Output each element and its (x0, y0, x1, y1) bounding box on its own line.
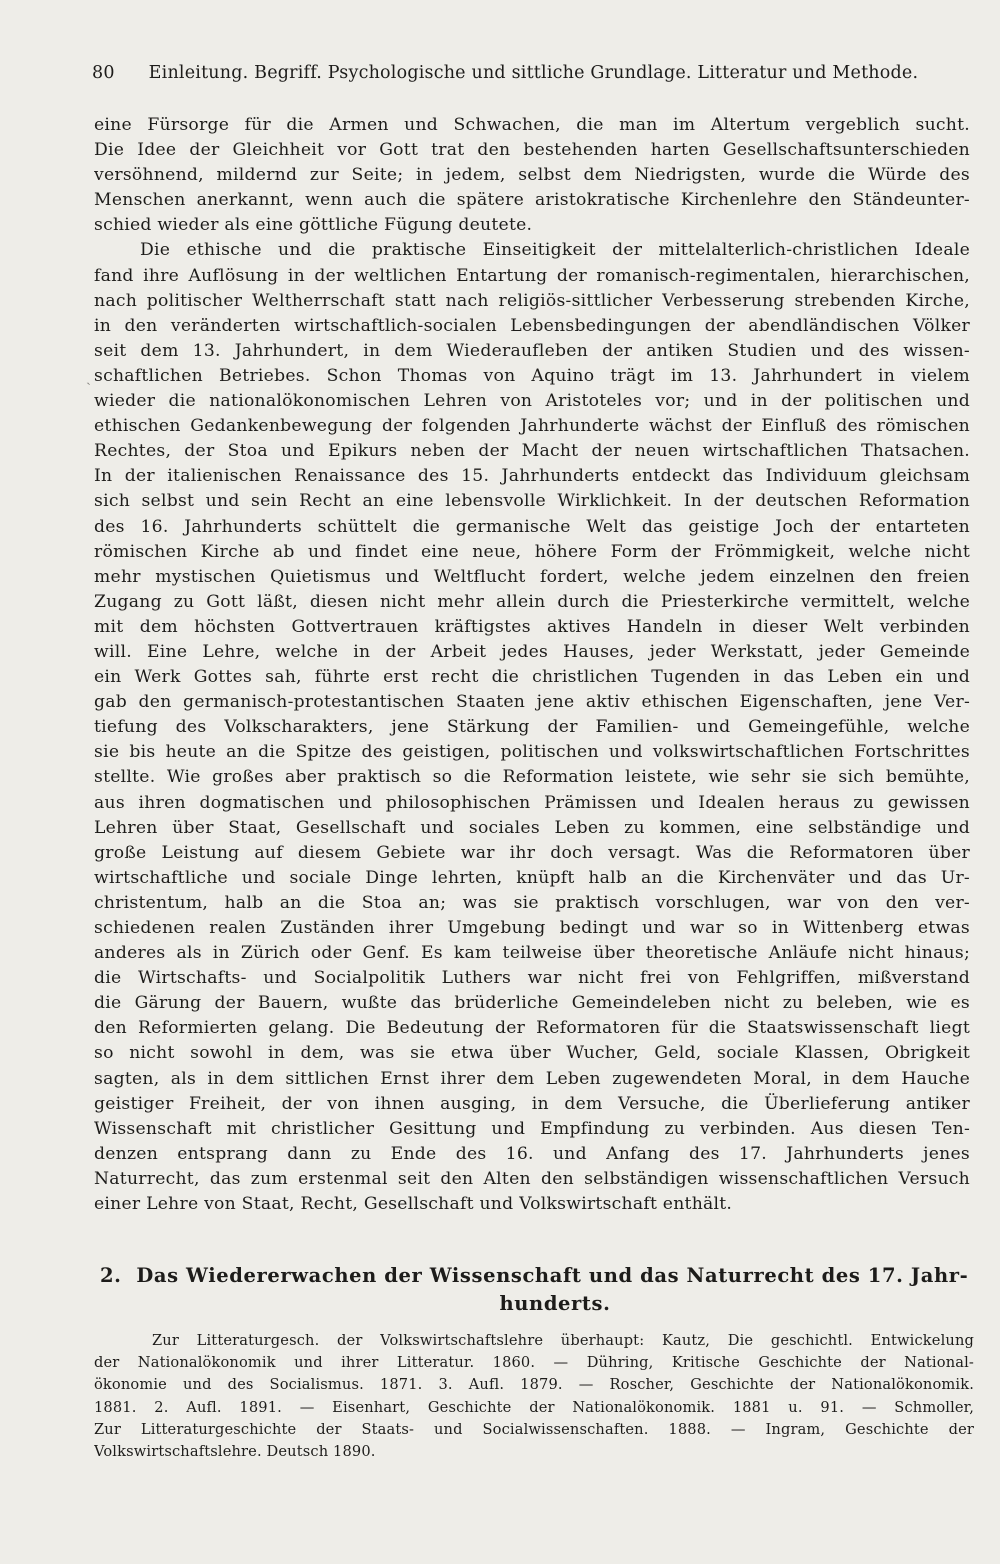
text-line: Die Idee der Gleichheit vor Gott trat den bestehenden harten Gesellschaftsunterschieden (94, 140, 970, 161)
text-line: des 16. Jahrhunderts schüttelt die germanische Welt das geistige Joch der entarteten (94, 516, 970, 537)
text-line: In der italienischen Renaissance des 15. Jahrhunderts entdeckt das Individuum gleichsam (94, 466, 970, 487)
section-heading-line (100, 1262, 970, 1290)
text-line: christentum, halb an die Stoa an; was sie praktisch vorschlugen, war von den ver- (94, 892, 970, 913)
section-heading (100, 1262, 970, 1318)
literature-line: Zur Litteraturgeschichte der Staats- und Socialwissenschaften. 1888. — Ingram, Geschichte der (94, 1420, 974, 1438)
section-title-line1: Das Wiedererwachen der Wissenschaft und das Naturrecht des 17. Jahr- (136, 1264, 969, 1287)
text-line: große Leistung auf diesem Gebiete war ihr doch versagt. Was die Reformatoren über (94, 842, 970, 863)
text-line: schied wieder als eine göttliche Fügung deutete. (94, 215, 533, 236)
running-header (92, 58, 922, 88)
text-line: Wissenschaft mit christlicher Gesittung und Empfindung zu verbinden. Aus diesen Ten- (94, 1118, 970, 1139)
section-number: 2. (100, 1264, 122, 1287)
body-text (94, 113, 970, 1217)
text-line: nach politischer Weltherrschaft statt nach religiös-sittlicher Verbesserung strebenden Kirche, (94, 290, 970, 311)
literature-line: der Nationalökonomik und ihrer Litteratur. 1860. — Dühring, Kritische Geschichte der National- (94, 1354, 974, 1372)
text-line: einer Lehre von Staat, Recht, Gesellschaft und Volkswirtschaft enthält. (94, 1194, 733, 1215)
text-line: sagten, als in dem sittlichen Ernst ihrer dem Leben zugewendeten Moral, in dem Hauche (94, 1068, 970, 1089)
text-line: sich selbst und sein Recht an eine lebensvolle Wirklichkeit. In der deutschen Reformation (94, 491, 970, 512)
page-number: 80 (92, 63, 115, 83)
text-line: in den veränderten wirtschaftlich-socialen Lebensbedingungen der abendländischen Völker (94, 315, 970, 336)
literature-note (94, 1330, 974, 1463)
literature-line: ökonomie und des Socialismus. 1871. 3. Aufl. 1879. — Roscher, Geschichte der Nationalökonomik. (94, 1376, 974, 1394)
text-line: wieder die nationalökonomischen Lehren von Aristoteles vor; und in der politischen und (94, 391, 970, 412)
text-line: tiefung des Volkscharakters, jene Stärkung der Familien- und Gemeingefühle, welche (94, 717, 970, 738)
text-line: stellte. Wie großes aber praktisch so die Reformation leistete, wie sehr sie sich bemühte, (94, 767, 970, 788)
text-line: versöhnend, mildernd zur Seite; in jedem, selbst dem Niedrigsten, wurde die Würde des (94, 165, 970, 186)
literature-line: Volkswirtschaftslehre. Deutsch 1890. (94, 1442, 376, 1460)
literature-line: Zur Litteraturgesch. der Volkswirtschaftslehre überhaupt: Kautz, Die geschichtl. Entwickelung (152, 1332, 974, 1349)
text-line: Die ethische und die praktische Einseitigkeit der mittelalterlich-christlichen Ideale (140, 240, 970, 261)
text-line: sie bis heute an die Spitze des geistigen, politischen und volkswirtschaftlichen Fortschrittes (94, 742, 970, 763)
text-line: schaftlichen Betriebes. Schon Thomas von Aquino trägt im 13. Jahrhundert in vielem (94, 365, 970, 386)
text-line: fand ihre Auflösung in der weltlichen Entartung der romanisch-regimentalen, hierarchischen, (94, 265, 970, 286)
text-line: die Wirtschafts- und Socialpolitik Luthers war nicht frei von Fehlgriffen, mißverstand (94, 968, 970, 989)
text-line: ethischen Gedankenbewegung der folgenden Jahrhunderte wächst der Einfluß des römischen (94, 416, 970, 437)
text-line: schiedenen realen Zuständen ihrer Umgebung bedingt und war so in Wittenberg etwas (94, 918, 970, 938)
text-line: will. Eine Lehre, welche in der Arbeit jedes Hauses, jeder Werkstatt, jeder Gemeinde (94, 641, 970, 662)
text-line: römischen Kirche ab und findet eine neue, höhere Form der Frömmigkeit, welche nicht (94, 541, 970, 562)
text-line: Menschen anerkannt, wenn auch die spätere aristokratische Kirchenlehre den Ständeunter- (94, 190, 970, 211)
text-line: Zugang zu Gott läßt, diesen nicht mehr allein durch die Priesterkirche vermittelt, welche (94, 591, 970, 612)
text-line: aus ihren dogmatischen und philosophischen Prämissen und Idealen heraus zu gewissen (94, 792, 970, 813)
running-title: Einleitung. Begriff. Psychologische und sittliche Grundlage. Litteratur und Methode. (148, 63, 919, 83)
text-line: seit dem 13. Jahrhundert, in dem Wiederaufleben der antiken Studien und des wissen- (94, 340, 970, 361)
text-line: mit dem höchsten Gottvertrauen kräftigstes aktives Handeln in dieser Welt verbinden (94, 616, 970, 637)
literature-line: 1881. 2. Aufl. 1891. — Eisenhart, Geschichte der Nationalökonomik. 1881 u. 91. — Schmoller, (94, 1398, 974, 1416)
text-line: Rechtes, der Stoa und Epikurs neben der Macht der neuen wirtschaftlichen Thatsachen. (94, 441, 970, 462)
text-line: gab den germanisch-protestantischen Staaten jene aktiv ethischen Eigenschaften, jene Ver- (94, 692, 970, 713)
text-line: die Gärung der Bauern, wußte das brüderliche Gemeindeleben nicht zu beleben, wie es (94, 993, 970, 1014)
text-line: eine Fürsorge für die Armen und Schwachen, die man im Altertum vergeblich sucht. (94, 115, 970, 135)
text-line: anderes als in Zürich oder Genf. Es kam teilweise über theoretische Anläufe nicht hinaus; (94, 943, 970, 964)
text-line: den Reformierten gelang. Die Bedeutung der Reformatoren für die Staatswissenschaft liegt (94, 1018, 970, 1039)
text-line: mehr mystischen Quietismus und Weltflucht fordert, welche jedem einzelnen den freien (94, 566, 970, 587)
text-line: so nicht sowohl in dem, was sie etwa über Wucher, Geld, sociale Klassen, Obrigkeit (94, 1043, 970, 1064)
text-line: Naturrecht, das zum erstenmal seit den Alten den selbständigen wissenschaftlichen Versuch (94, 1168, 970, 1189)
text-line: ein Werk Gottes sah, führte erst recht die christlichen Tugenden in das Leben ein und (94, 667, 970, 688)
text-line: geistiger Freiheit, der von ihnen ausging, in dem Versuche, die Überlieferung antiker (94, 1093, 970, 1114)
pencil-margin-mark: ˏ (86, 368, 91, 386)
text-line: Lehren über Staat, Gesellschaft und sociales Leben zu kommen, eine selbständige und (94, 817, 970, 838)
text-line: wirtschaftliche und sociale Dinge lehrten, knüpft halb an die Kirchenväter und das Ur- (94, 867, 970, 888)
text-line: denzen entsprang dann zu Ende des 16. und Anfang des 17. Jahrhunderts jenes (94, 1143, 970, 1164)
section-title-line2: hunderts. (499, 1292, 611, 1315)
